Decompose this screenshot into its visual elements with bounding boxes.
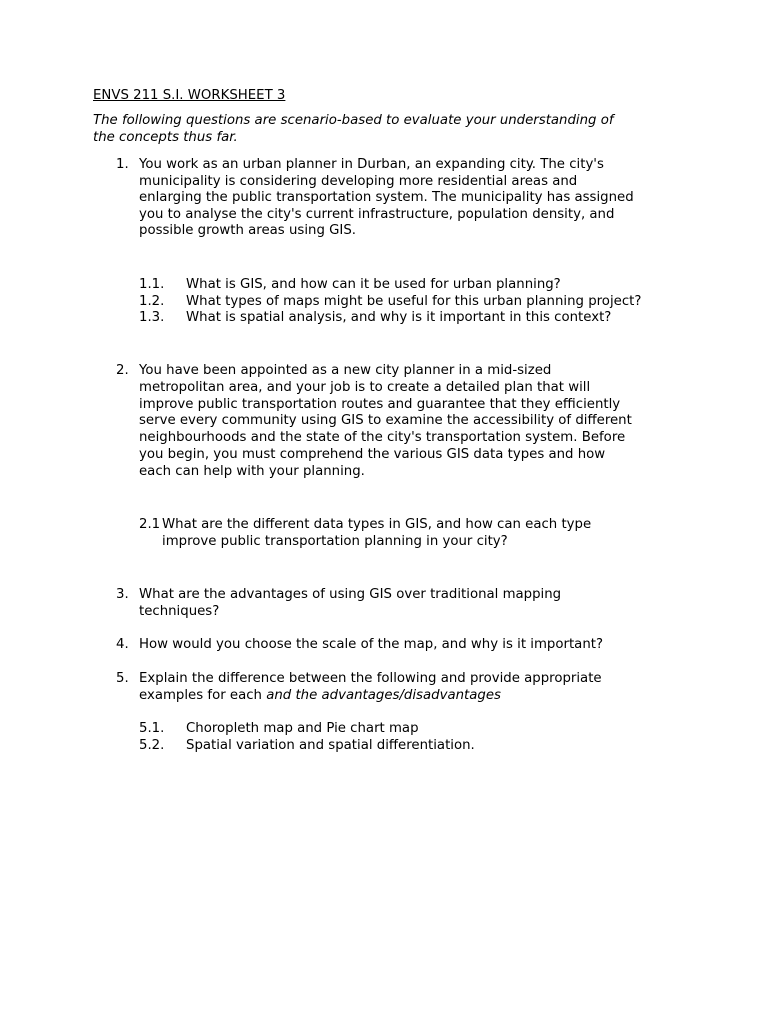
question-3-line: What are the advantages of using GIS over traditional mapping: [139, 587, 562, 602]
question-3-number: 3.: [116, 587, 129, 602]
question-2-line: you begin, you must comprehend the various GIS data types and how: [139, 447, 606, 462]
question-2-line: metropolitan area, and your job is to create a detailed plan that will: [139, 380, 591, 395]
question-2-line: neighbourhoods and the state of the city's transportation system. Before: [139, 430, 626, 445]
question-5-number: 5.: [116, 671, 129, 686]
subquestion-1-1-number: 1.1.: [139, 277, 165, 292]
subquestion-2-1-line: What are the different data types in GIS, and how can each type: [162, 517, 592, 532]
question-5-line-2-italic: and the advantages/disadvantages: [266, 688, 501, 703]
subquestion-5-1-text: Choropleth map and Pie chart map: [186, 721, 419, 736]
question-1-number: 1.: [116, 157, 129, 172]
subquestion-5-2-number: 5.2.: [139, 738, 165, 753]
subquestion-5-1-number: 5.1.: [139, 721, 165, 736]
question-2-line: You have been appointed as a new city planner in a mid-sized: [139, 363, 552, 378]
question-3-line: techniques?: [139, 604, 220, 619]
question-5-line-2-plain: examples for each: [139, 688, 267, 703]
subquestion-1-2-number: 1.2.: [139, 294, 165, 309]
question-5-line: Explain the difference between the following and provide appropriate: [139, 671, 602, 686]
question-4-number: 4.: [116, 637, 129, 652]
question-1-line: You work as an urban planner in Durban, an expanding city. The city's: [139, 157, 604, 172]
question-2-number: 2.: [116, 363, 129, 378]
question-5-line-2: [139, 687, 501, 704]
worksheet-title: ENVS 211 S.I. WORKSHEET 3: [93, 88, 286, 103]
subquestion-5-2-text: Spatial variation and spatial differentiation.: [186, 738, 475, 753]
question-1-line: possible growth areas using GIS.: [139, 223, 357, 238]
question-1-line: enlarging the public transportation system. The municipality has assigned: [139, 190, 634, 205]
question-4-line: How would you choose the scale of the map, and why is it important?: [139, 637, 604, 652]
question-2-line: serve every community using GIS to examine the accessibility of different: [139, 413, 632, 428]
intro-line-1: The following questions are scenario-based to evaluate your understanding of: [93, 113, 614, 128]
subquestion-1-2-text: What types of maps might be useful for this urban planning project?: [186, 294, 642, 309]
question-2-line: improve public transportation routes and guarantee that they efficiently: [139, 397, 621, 412]
subquestion-1-3-number: 1.3.: [139, 310, 165, 325]
subquestion-1-3-text: What is spatial analysis, and why is it important in this context?: [186, 310, 612, 325]
subquestion-1-1-text: What is GIS, and how can it be used for urban planning?: [186, 277, 561, 292]
subquestion-2-1-line: improve public transportation planning in your city?: [162, 534, 508, 549]
question-2-line: each can help with your planning.: [139, 464, 365, 479]
subquestion-2-1-number: 2.1: [139, 517, 161, 532]
intro-line-2: the concepts thus far.: [93, 130, 238, 145]
question-1-line: you to analyse the city's current infrastructure, population density, and: [139, 207, 615, 222]
question-1-line: municipality is considering developing more residential areas and: [139, 174, 578, 189]
